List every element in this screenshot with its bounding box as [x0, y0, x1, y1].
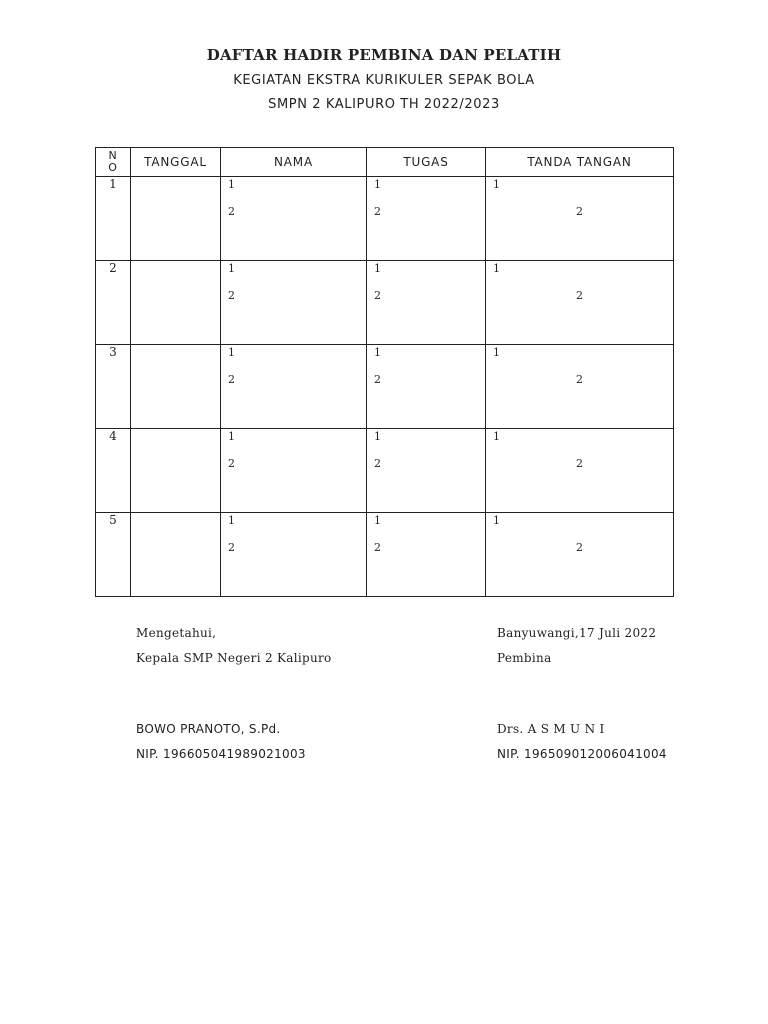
- header-no: [96, 148, 131, 177]
- left-signature-name: BOWO PRANOTO, S.Pd.: [136, 722, 281, 736]
- tugas-cell: [367, 261, 486, 345]
- row-number: 5: [96, 513, 131, 597]
- attendance-table: [95, 147, 674, 597]
- nama-entry-1: 1: [228, 514, 235, 527]
- tanda-tangan-cell: [486, 429, 674, 513]
- table-row: [96, 261, 674, 345]
- header-nama: NAMA: [221, 148, 367, 177]
- header-tanda-tangan: TANDA TANGAN: [486, 148, 674, 177]
- tugas-entry-1: 1: [374, 346, 381, 359]
- ttd-entry-2: 2: [576, 373, 583, 386]
- left-signature-nip: NIP. 196605041989021003: [136, 747, 306, 761]
- header-no-line2: O: [108, 161, 118, 174]
- tugas-entry-1: 1: [374, 430, 381, 443]
- right-signature-nip: NIP. 196509012006041004: [497, 747, 667, 761]
- row-number: 2: [96, 261, 131, 345]
- document-title: DAFTAR HADIR PEMBINA DAN PELATIH: [206, 46, 562, 64]
- ttd-entry-1: 1: [493, 514, 500, 527]
- tugas-cell: [367, 429, 486, 513]
- table-row: [96, 345, 674, 429]
- tanggal-cell: [131, 513, 221, 597]
- right-signature-position: Pembina: [497, 651, 552, 665]
- tugas-entry-1: 1: [374, 514, 381, 527]
- tugas-entry-1: 1: [374, 178, 381, 191]
- tanggal-cell: [131, 429, 221, 513]
- header-tugas: TUGAS: [367, 148, 486, 177]
- tugas-entry-2: 2: [374, 457, 381, 470]
- tanda-tangan-cell: [486, 513, 674, 597]
- nama-cell: [221, 513, 367, 597]
- table-row: [96, 429, 674, 513]
- ttd-entry-1: 1: [493, 178, 500, 191]
- ttd-entry-2: 2: [576, 541, 583, 554]
- tanda-tangan-cell: [486, 261, 674, 345]
- right-signature-place-date: Banyuwangi,17 Juli 2022: [497, 626, 657, 640]
- ttd-entry-2: 2: [576, 205, 583, 218]
- left-signature-position: Kepala SMP Negeri 2 Kalipuro: [136, 651, 332, 665]
- nama-entry-1: 1: [228, 346, 235, 359]
- tanda-tangan-cell: [486, 345, 674, 429]
- header-tanggal: TANGGAL: [131, 148, 221, 177]
- tugas-entry-1: 1: [374, 262, 381, 275]
- nama-cell: [221, 429, 367, 513]
- ttd-entry-2: 2: [576, 289, 583, 302]
- ttd-entry-1: 1: [493, 430, 500, 443]
- tugas-cell: [367, 513, 486, 597]
- tanda-tangan-cell: [486, 177, 674, 261]
- table-row: [96, 513, 674, 597]
- table-header-row: [96, 148, 674, 177]
- tanggal-cell: [131, 345, 221, 429]
- document-subtitle-activity: KEGIATAN EKSTRA KURIKULER SEPAK BOLA: [233, 73, 535, 88]
- tugas-cell: [367, 345, 486, 429]
- ttd-entry-1: 1: [493, 346, 500, 359]
- tanggal-cell: [131, 177, 221, 261]
- nama-entry-1: 1: [228, 430, 235, 443]
- row-number: 4: [96, 429, 131, 513]
- nama-entry-2: 2: [228, 457, 235, 470]
- tugas-entry-2: 2: [374, 205, 381, 218]
- tugas-entry-2: 2: [374, 373, 381, 386]
- row-number: 1: [96, 177, 131, 261]
- document-subtitle-school: SMPN 2 KALIPURO TH 2022/2023: [268, 97, 500, 112]
- nama-entry-2: 2: [228, 373, 235, 386]
- left-signature-acknowledged: Mengetahui,: [136, 626, 217, 640]
- tugas-entry-2: 2: [374, 541, 381, 554]
- row-number: 3: [96, 345, 131, 429]
- tanggal-cell: [131, 261, 221, 345]
- nama-entry-2: 2: [228, 205, 235, 218]
- nama-cell: [221, 345, 367, 429]
- tugas-cell: [367, 177, 486, 261]
- nama-cell: [221, 177, 367, 261]
- ttd-entry-2: 2: [576, 457, 583, 470]
- nama-cell: [221, 261, 367, 345]
- nama-entry-2: 2: [228, 289, 235, 302]
- nama-entry-1: 1: [228, 178, 235, 191]
- nama-entry-2: 2: [228, 541, 235, 554]
- table-row: [96, 177, 674, 261]
- ttd-entry-1: 1: [493, 262, 500, 275]
- tugas-entry-2: 2: [374, 289, 381, 302]
- right-signature-name: Drs. A S M U N I: [497, 722, 605, 736]
- nama-entry-1: 1: [228, 262, 235, 275]
- header-no-line1: N: [108, 149, 118, 162]
